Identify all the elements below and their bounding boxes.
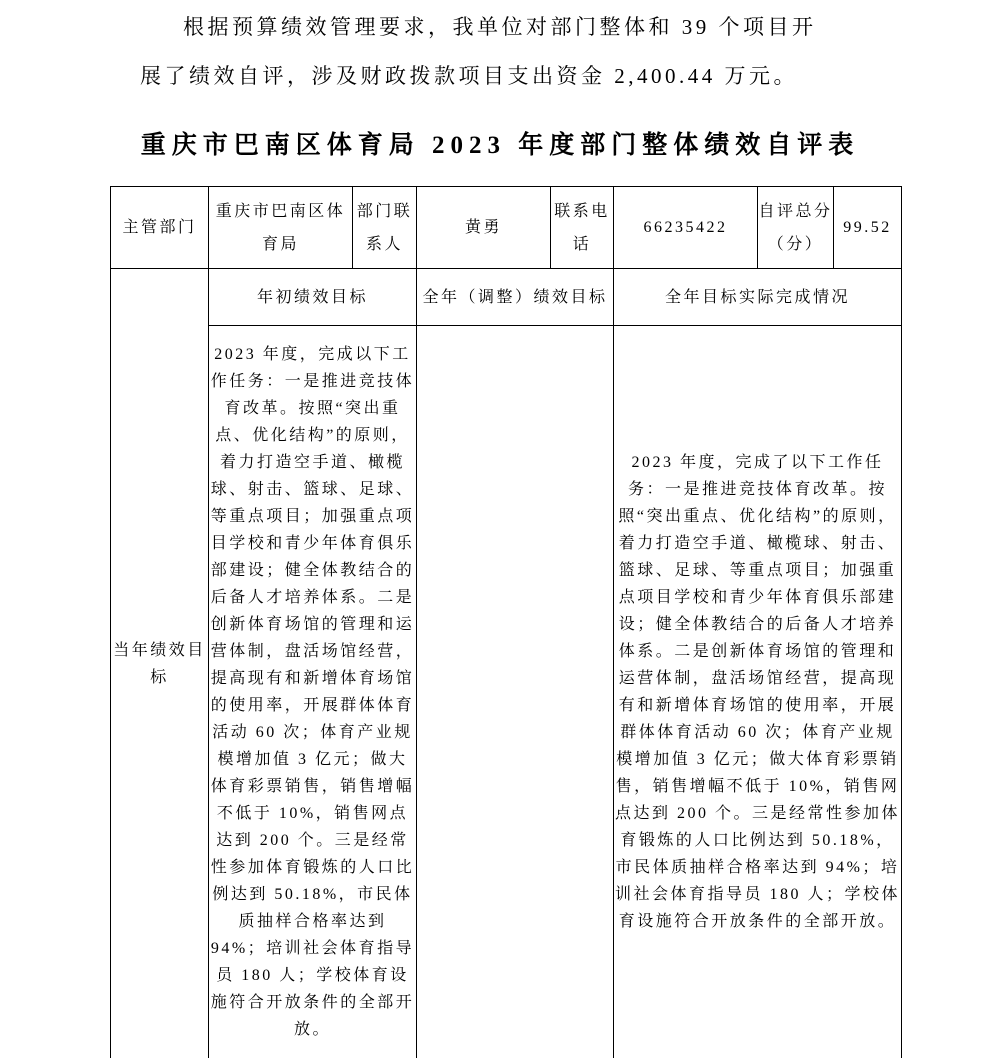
phone-value: 66235422: [614, 187, 758, 269]
self-evaluation-table: [110, 186, 902, 1058]
supervisor-label: 主管部门: [111, 187, 209, 269]
page-title: 重庆市巴南区体育局 2023 年度部门整体绩效自评表: [140, 132, 860, 159]
intro-paragraph: [140, 3, 830, 101]
table-row: [111, 269, 902, 326]
contact-label: 部门联系人: [353, 187, 417, 269]
score-value: 99.52: [834, 187, 902, 269]
contact-value: 黄勇: [417, 187, 551, 269]
adjusted-goal-text: [417, 326, 614, 1058]
adjusted-goal-header: 全年（调整）绩效目标: [417, 269, 614, 326]
goal-row-label: 当年绩效目标: [111, 269, 209, 1058]
intro-line-1: 根据预算绩效管理要求，我单位对部门整体和 39 个项目开: [183, 15, 817, 39]
initial-goal-text: 2023 年度，完成以下工作任务：一是推进竞技体育改革。按照“突出重点、优化结构”的原则，着力打造空手道、橄榄球、射击、篮球、足球、等重点项目；加强重点项目学校和青少年体育俱乐部建设；健全体教结合的后备人才培养体系。二是创新体育场馆的管理和运营体制，盘活场馆经营，提高现有和新增体育场馆的使用率，开展群体体育活动 60 次；体育产业规模增加值 3 亿元；做大体育彩票销售，销售增幅不低于 10%，销售网点达到 200 个。三是经常性参加体育锻炼的人口比例达到 50.18%，市民体质抽样合格率达到 94%；培训社会体育指导员 180 人；学校体育设施符合开放条件的全部开放。: [209, 326, 417, 1058]
initial-goal-header: 年初绩效目标: [209, 269, 417, 326]
phone-label: 联系电话: [551, 187, 614, 269]
actual-goal-text: 2023 年度，完成了以下工作任务：一是推进竞技体育改革。按照“突出重点、优化结构”的原则，着力打造空手道、橄榄球、射击、篮球、足球、等重点项目；加强重点项目学校和青少年体育俱乐部建设；健全体教结合的后备人才培养体系。二是创新体育场馆的管理和运营体制，盘活场馆经营，提高现有和新增体育场馆的使用率，开展群体体育活动 60 次；体育产业规模增加值 3 亿元；做大体育彩票销售，销售增幅不低于 10%，销售网点达到 200 个。三是经常性参加体育锻炼的人口比例达到 50.18%，市民体质抽样合格率达到 94%；培训社会体育指导员 180 人；学校体育设施符合开放条件的全部开放。: [614, 326, 902, 1058]
intro-line-2: 展了绩效自评，涉及财政拨款项目支出资金 2,400.44 万元。: [140, 64, 798, 88]
supervisor-value: 重庆市巴南区体育局: [209, 187, 353, 269]
table-row: [111, 187, 902, 269]
score-label: 自评总分（分）: [758, 187, 834, 269]
actual-goal-header: 全年目标实际完成情况: [614, 269, 902, 326]
table-row: [111, 326, 902, 1058]
